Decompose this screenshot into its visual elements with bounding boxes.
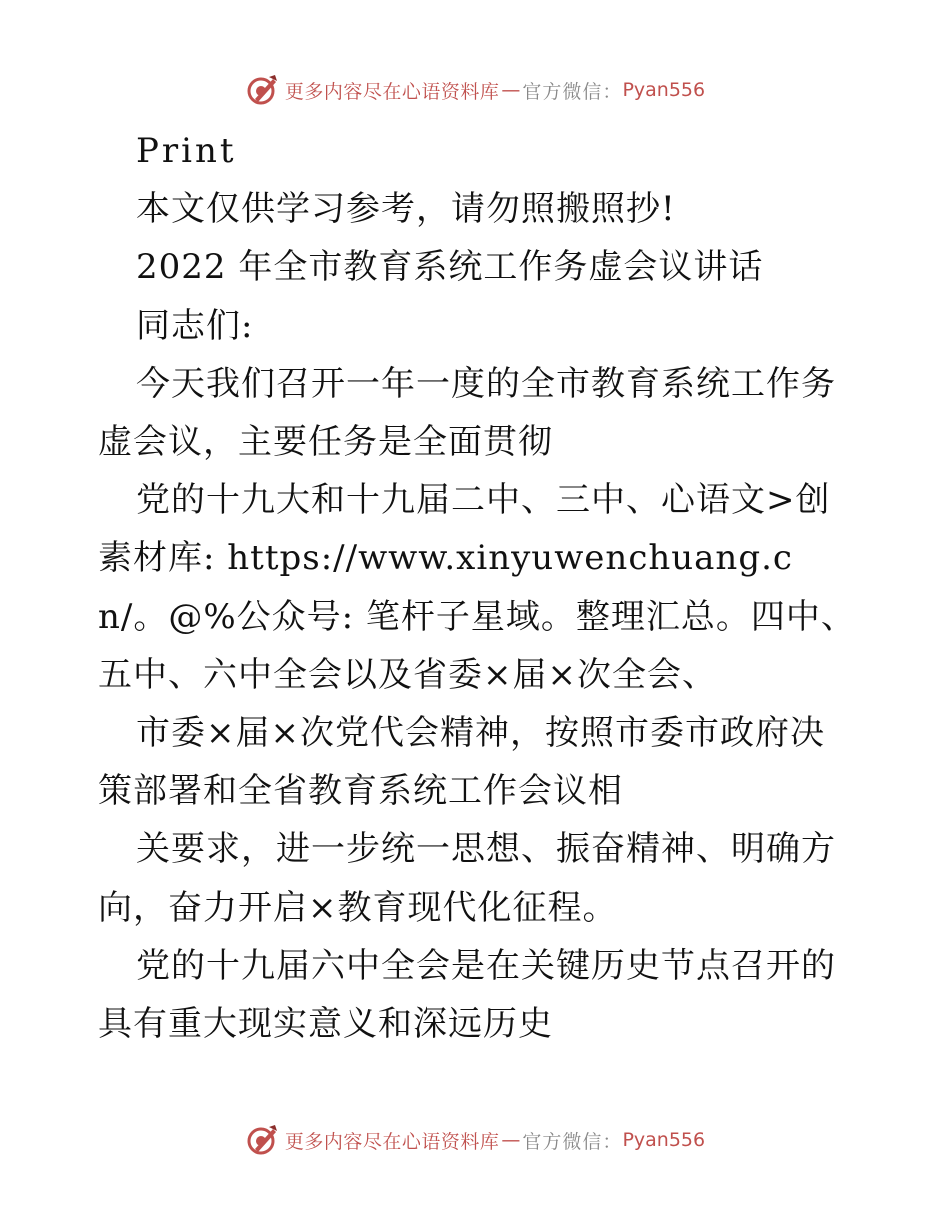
pen-logo-icon xyxy=(245,73,279,107)
watermark-separator: — xyxy=(501,79,521,101)
document-paragraph: 市委×届×次党代会精神，按照市委市政府决策部署和全省教育系统工作会议相 xyxy=(98,713,825,812)
watermark-banner-top xyxy=(0,70,950,110)
watermark-official-label: 官方微信： xyxy=(522,1130,623,1153)
watermark-brand: 更多内容尽在心语资料库 xyxy=(284,80,500,103)
document-body xyxy=(98,122,858,1053)
watermark-wechat-id: Pyan556 xyxy=(622,1129,706,1151)
watermark-wechat-id: Pyan556 xyxy=(622,79,706,101)
document-paragraph: 党的十九大和十九届二中、三中、心语文>创素材库: https://www.xinyuwenchuang.cn/。@%公众号: 笔杆子星域。整理汇总。四中、五中、六中全会以及省委×届×次全会、 xyxy=(98,480,856,695)
watermark-official-label: 官方微信： xyxy=(522,80,623,103)
watermark-banner-bottom xyxy=(0,1120,950,1160)
document-paragraph: 今天我们召开一年一度的全市教育系统工作务虚会议，主要任务是全面贯彻 xyxy=(98,363,836,463)
watermark-separator: — xyxy=(501,1129,521,1151)
document-paragraph: Print xyxy=(136,131,237,171)
document-title: 2022 年全市教育系统工作务虚会议讲话 xyxy=(136,247,764,288)
watermark-brand: 更多内容尽在心语资料库 xyxy=(284,1130,500,1153)
document-paragraph: 本文仅供学习参考，请勿照搬照抄! xyxy=(136,189,676,230)
document-salutation: 同志们: xyxy=(136,305,254,346)
document-paragraph: 党的十九届六中全会是在关键历史节点召开的具有重大现实意义和深远历史 xyxy=(98,945,836,1045)
document-paragraph: 关要求，进一步统一思想、振奋精神、明确方向，奋力开启×教育现代化征程。 xyxy=(98,829,836,928)
pen-logo-icon xyxy=(245,1123,279,1157)
